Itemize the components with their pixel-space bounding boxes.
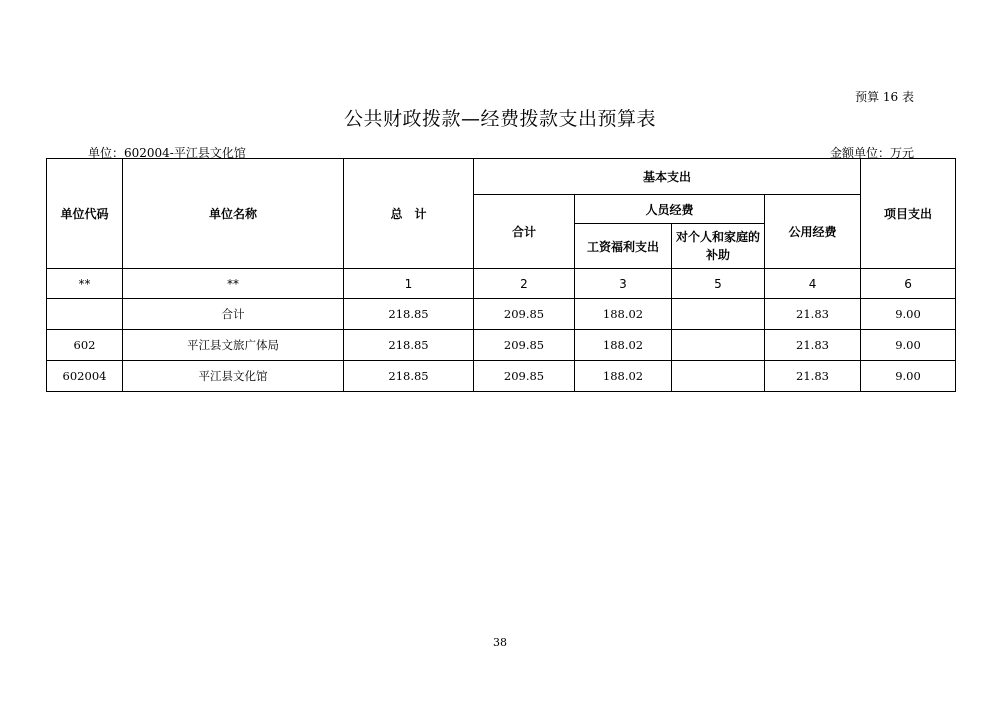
col-header-code: 单位代码 xyxy=(47,159,123,269)
col-header-wages: 工资福利支出 xyxy=(575,224,672,269)
index-cell: 6 xyxy=(861,269,956,299)
table-row xyxy=(47,330,956,361)
table-row xyxy=(47,361,956,392)
cell-wages: 188.02 xyxy=(575,330,672,361)
cell-subsidy xyxy=(672,299,765,330)
cell-name: 平江县文化馆 xyxy=(123,361,344,392)
cell-project: 9.00 xyxy=(861,299,956,330)
cell-total: 218.85 xyxy=(344,361,474,392)
col-header-public: 公用经费 xyxy=(765,195,861,269)
cell-name: 平江县文旅广体局 xyxy=(123,330,344,361)
cell-subsidy xyxy=(672,361,765,392)
budget-table xyxy=(46,158,956,392)
index-cell: 2 xyxy=(474,269,575,299)
cell-subsidy xyxy=(672,330,765,361)
col-header-basic: 基本支出 xyxy=(474,159,861,195)
cell-total: 218.85 xyxy=(344,299,474,330)
page-title: 公共财政拨款—经费拨款支出预算表 xyxy=(343,108,656,130)
cell-project: 9.00 xyxy=(861,330,956,361)
col-header-subsidy: 对个人和家庭的补助 xyxy=(672,224,765,269)
cell-subtotal: 209.85 xyxy=(474,361,575,392)
col-header-project: 项目支出 xyxy=(861,159,956,269)
cell-public: 21.83 xyxy=(765,299,861,330)
cell-public: 21.83 xyxy=(765,361,861,392)
cell-project: 9.00 xyxy=(861,361,956,392)
cell-total: 218.85 xyxy=(344,330,474,361)
header-row-1 xyxy=(47,159,956,195)
col-header-name: 单位名称 xyxy=(123,159,344,269)
cell-public: 21.83 xyxy=(765,330,861,361)
cell-code xyxy=(47,299,123,330)
cell-subtotal: 209.85 xyxy=(474,299,575,330)
col-header-total: 总 计 xyxy=(344,159,474,269)
unit-label: 单位：602004-平江县文化馆 xyxy=(88,146,246,160)
table-row xyxy=(47,299,956,330)
index-row xyxy=(47,269,956,299)
index-cell: 1 xyxy=(344,269,474,299)
index-cell: 3 xyxy=(575,269,672,299)
index-cell: 4 xyxy=(765,269,861,299)
cell-subtotal: 209.85 xyxy=(474,330,575,361)
page-number: 38 xyxy=(493,636,507,649)
cell-code: 602004 xyxy=(47,361,123,392)
index-cell: ** xyxy=(123,269,344,299)
cell-wages: 188.02 xyxy=(575,361,672,392)
col-header-subtotal: 合计 xyxy=(474,195,575,269)
table-number: 预算 16 表 xyxy=(855,90,914,104)
cell-wages: 188.02 xyxy=(575,299,672,330)
cell-name: 合计 xyxy=(123,299,344,330)
col-header-personnel: 人员经费 xyxy=(575,195,765,224)
index-cell: ** xyxy=(47,269,123,299)
money-unit-label: 金额单位：万元 xyxy=(829,146,914,160)
cell-code: 602 xyxy=(47,330,123,361)
index-cell: 5 xyxy=(672,269,765,299)
